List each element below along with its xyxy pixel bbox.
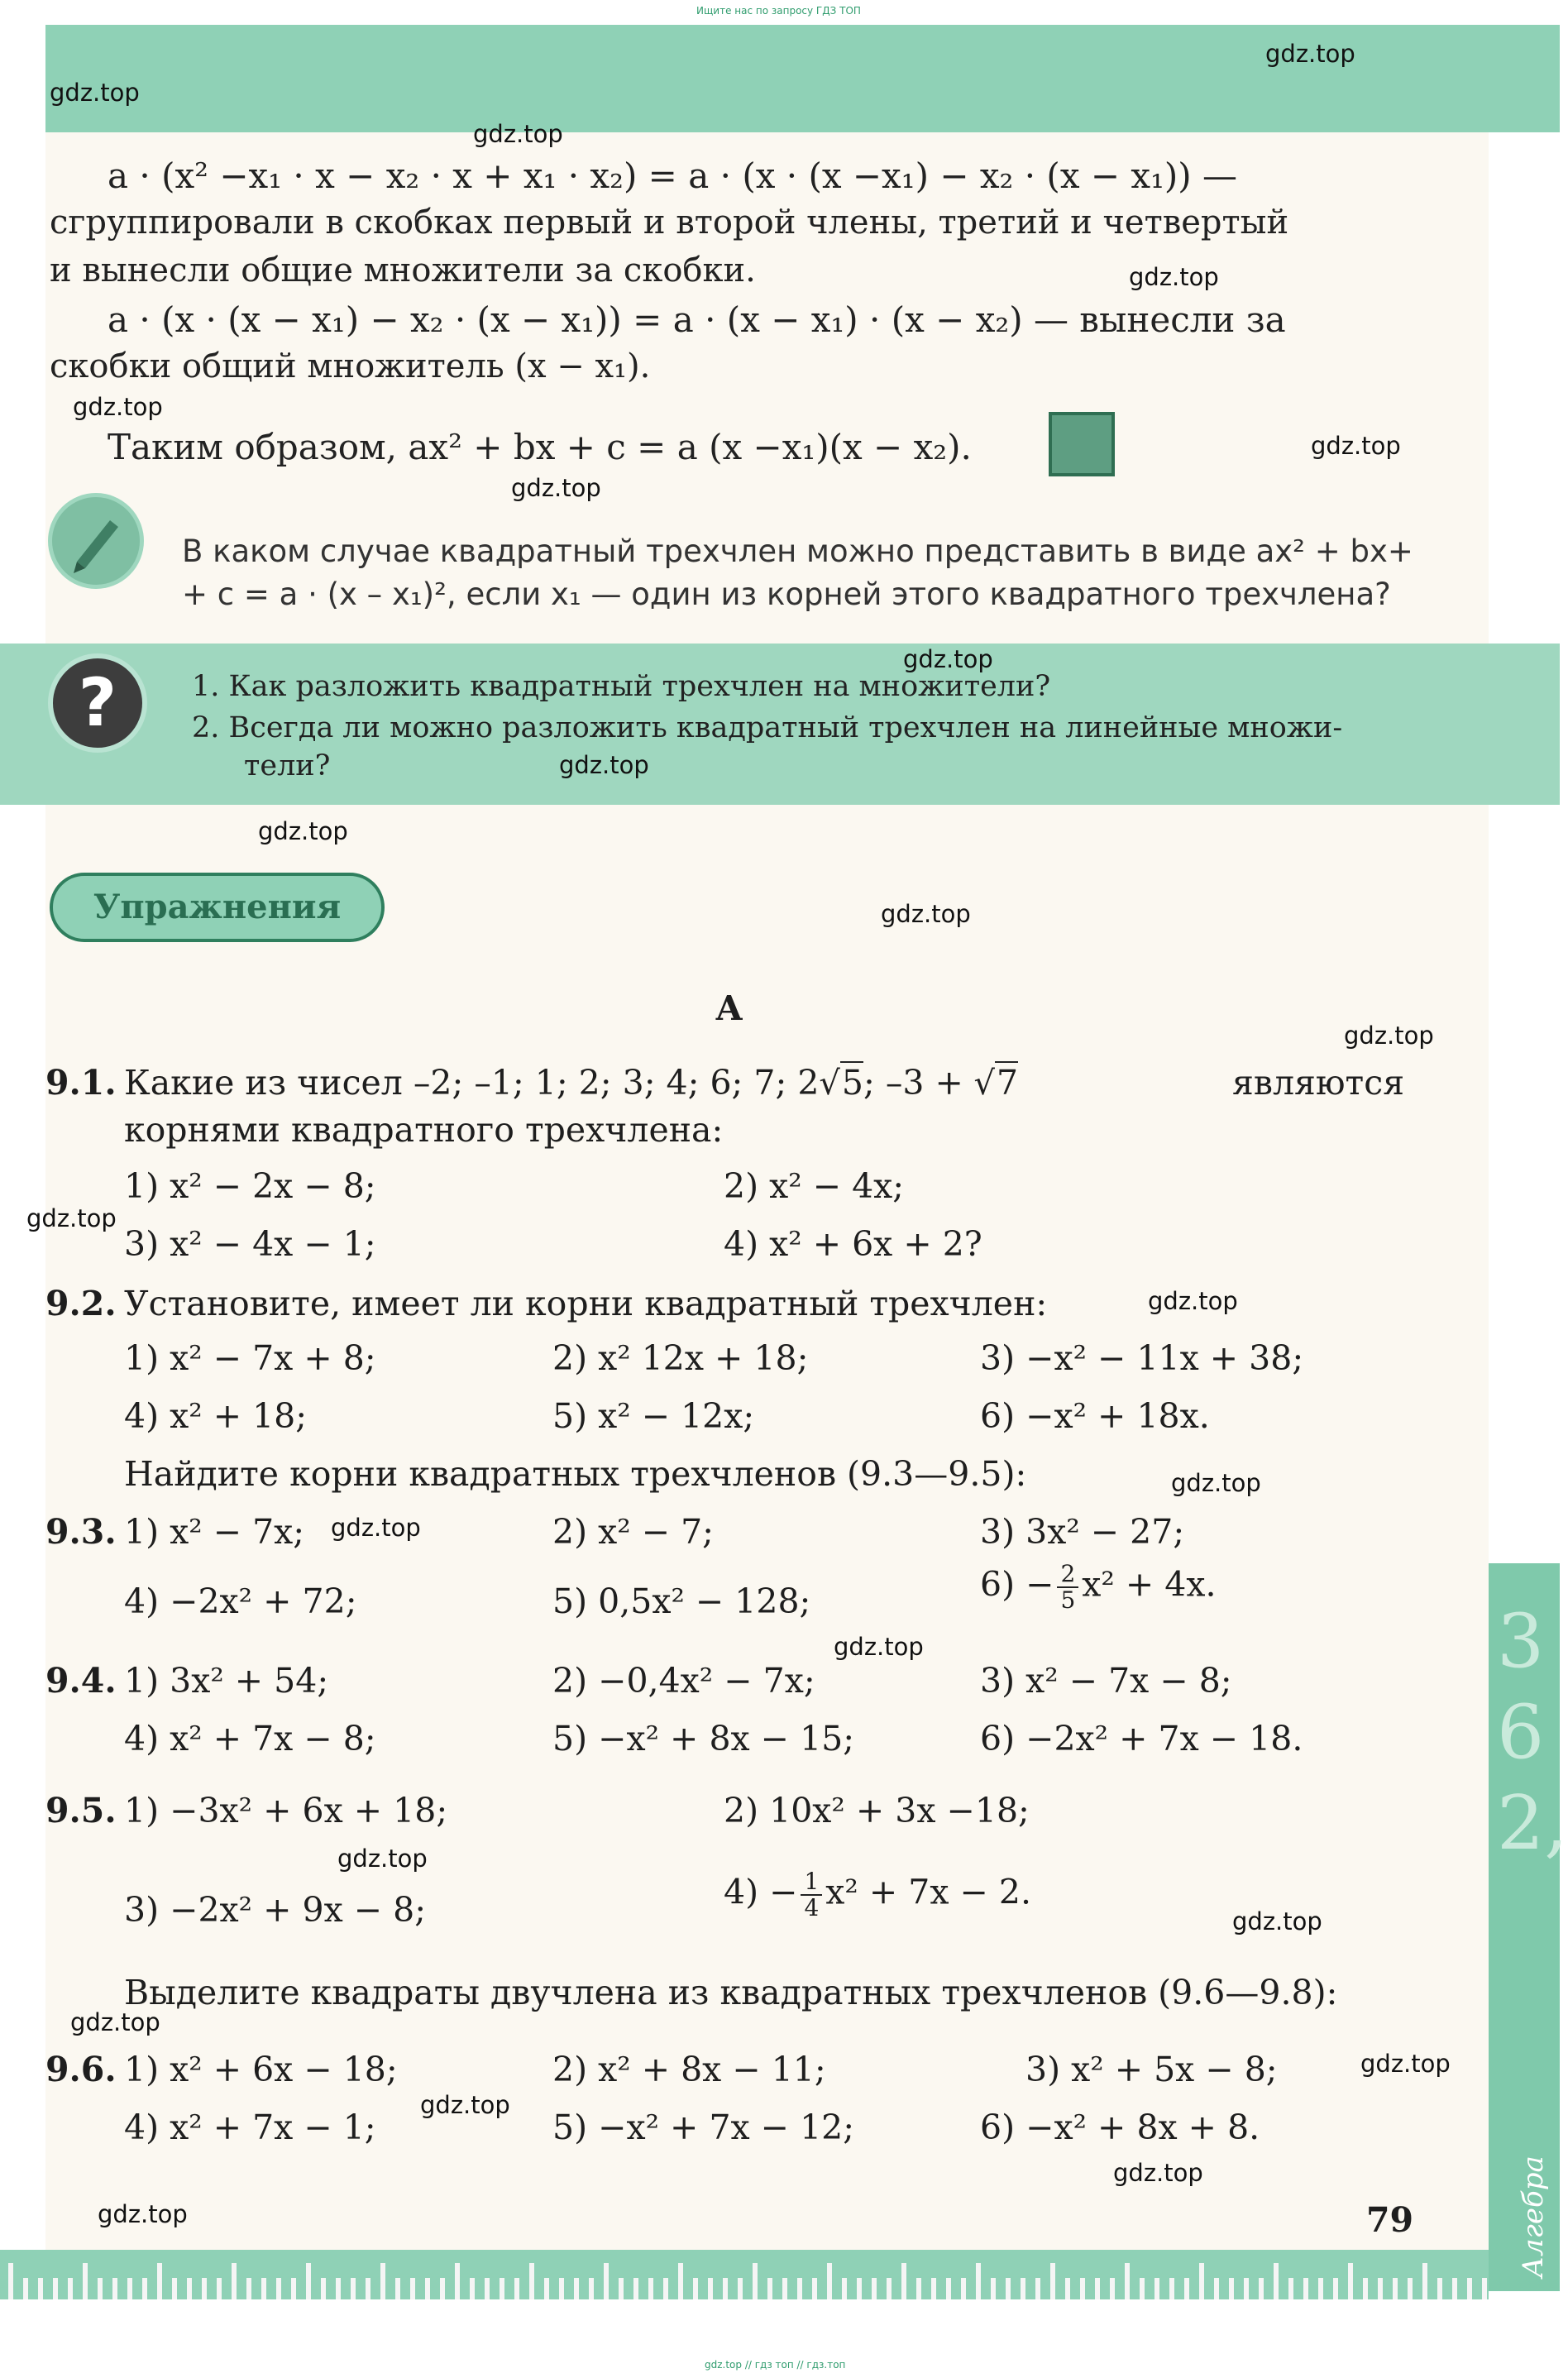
answer-item-fraction: 4) − $\frac{1}{4}$ x² + 7x − 2.	[724, 1868, 1032, 1921]
page-number: 79	[1366, 2200, 1414, 2240]
ruler-tick	[98, 2278, 103, 2299]
ruler-tick	[83, 2263, 88, 2299]
watermark: gdz.top	[1344, 1022, 1434, 1050]
watermark: gdz.top	[903, 645, 993, 673]
watermark: gdz.top	[559, 751, 649, 779]
answer-item: 3) 3x² − 27;	[980, 1512, 1185, 1552]
watermark: gdz.top	[73, 393, 163, 421]
answer-item: 5) −x² + 7x − 12;	[552, 2108, 855, 2147]
watermark: gdz.top	[1171, 1469, 1261, 1497]
answer-item: 4) x² + 18;	[124, 1396, 308, 1436]
watermark: gdz.top	[834, 1633, 924, 1661]
watermark: gdz.top	[511, 474, 601, 502]
exercise-9-1-text-2: корнями квадратного трехчлена:	[124, 1110, 724, 1150]
ruler-tick	[351, 2278, 356, 2299]
watermark: gdz.top	[331, 1514, 421, 1542]
ruler-tick	[366, 2278, 370, 2299]
ruler-tick	[1110, 2278, 1115, 2299]
watermark: gdz.top	[1129, 263, 1219, 291]
ruler-tick	[857, 2278, 862, 2299]
side-tab: 3 6 2, Алгебра	[1489, 1563, 1560, 2291]
exercise-number: 9.5.	[45, 1791, 117, 1830]
watermark: gdz.top	[337, 1845, 428, 1873]
ruler-tick	[1437, 2278, 1442, 2299]
ruler-tick	[1035, 2278, 1040, 2299]
ruler-tick	[53, 2278, 58, 2299]
ruler-tick	[1021, 2278, 1025, 2299]
ruler-tick	[961, 2278, 966, 2299]
ruler-tick	[380, 2263, 385, 2299]
answer-item: 3) x² + 5x − 8;	[1025, 2050, 1278, 2089]
ruler-tick	[827, 2263, 832, 2299]
ruler-tick	[276, 2278, 281, 2299]
ruler-tick	[217, 2278, 222, 2299]
ruler-tick	[172, 2278, 177, 2299]
ruler-tick	[1244, 2278, 1249, 2299]
ruler-tick	[604, 2263, 609, 2299]
think-question-line-2: + c = a · (x – x₁)², если x₁ — один из корней этого квадратного трехчлена?	[182, 577, 1391, 612]
exercise-number: 9.6.	[45, 2050, 117, 2089]
ruler-tick	[500, 2278, 504, 2299]
answer-item: 4) x² + 6x + 2?	[724, 1224, 982, 1264]
ruler-tick	[574, 2278, 579, 2299]
derivation-line-5: скобки общий множитель (x − x₁).	[50, 347, 651, 385]
ruler-tick	[1378, 2278, 1383, 2299]
ruler-tick	[321, 2278, 326, 2299]
ruler-tick	[246, 2278, 251, 2299]
exercise-number: 9.4.	[45, 1661, 117, 1701]
derivation-line-3: и вынесли общие множители за скобки.	[50, 251, 756, 289]
derivation-line-2: сгруппировали в скобках первый и второй члены, третий и четвертый	[50, 203, 1289, 242]
exercise-number: 9.2.	[45, 1284, 117, 1323]
ruler-tick	[1408, 2278, 1413, 2299]
ruler-tick	[559, 2278, 564, 2299]
ruler-tick	[946, 2278, 951, 2299]
exercise-number: 9.3.	[45, 1512, 117, 1552]
conclusion: Таким образом, ax² + bx + c = a (x −x₁)(x − x₂).	[108, 427, 972, 467]
answer-item: 6) −x² + 8x + 8.	[980, 2108, 1260, 2147]
ruler-tick	[410, 2278, 415, 2299]
pencil-icon	[48, 493, 144, 589]
ruler-tick	[336, 2278, 341, 2299]
ruler-tick	[1050, 2263, 1055, 2299]
ruler-tick	[931, 2278, 936, 2299]
ruler-tick	[619, 2278, 624, 2299]
ruler-tick	[723, 2278, 728, 2299]
ruler-tick	[1348, 2263, 1353, 2299]
ruler-tick	[1095, 2278, 1100, 2299]
answer-item: 3) x² − 4x − 1;	[124, 1224, 376, 1264]
watermark: gdz.top	[1265, 40, 1355, 68]
exercise-9-2-text: Установите, имеет ли корни квадратный трехчлен:	[124, 1284, 1048, 1323]
ruler-tick	[1288, 2278, 1293, 2299]
watermark: gdz.top	[70, 2008, 160, 2036]
side-tab-label: Алгебра	[1516, 2156, 1550, 2278]
header-note: Ищите нас по запросу ГДЗ ТОП	[696, 5, 861, 17]
ruler-tick	[38, 2278, 43, 2299]
ruler-tick	[306, 2263, 311, 2299]
watermark: gdz.top	[473, 120, 563, 148]
ruler-tick	[901, 2263, 906, 2299]
answer-item: 2) x² − 7;	[552, 1512, 714, 1552]
ruler-tick	[1169, 2278, 1174, 2299]
ruler-tick	[842, 2278, 847, 2299]
ruler-tick	[1363, 2278, 1368, 2299]
ruler-decoration	[0, 2250, 1489, 2299]
ruler-tick	[1184, 2278, 1189, 2299]
answer-item: 2) 10x² + 3x −18;	[724, 1791, 1030, 1830]
ruler-tick	[440, 2278, 445, 2299]
ruler-tick	[1154, 2278, 1159, 2299]
answer-item: 6) −x² + 18x.	[980, 1396, 1210, 1436]
ruler-tick	[1393, 2278, 1398, 2299]
end-of-proof-square	[1049, 412, 1115, 476]
ruler-tick	[1259, 2278, 1264, 2299]
watermark: gdz.top	[1360, 2050, 1451, 2078]
answer-item: 5) 0,5x² − 128;	[552, 1581, 811, 1621]
exercise-number: 9.1.	[45, 1063, 117, 1103]
watermark: gdz.top	[1148, 1287, 1238, 1315]
answer-item: 4) −2x² + 72;	[124, 1581, 357, 1621]
ruler-tick	[142, 2278, 147, 2299]
ruler-tick	[633, 2278, 638, 2299]
ruler-tick	[425, 2278, 430, 2299]
ruler-tick	[1422, 2263, 1427, 2299]
ruler-tick	[157, 2263, 162, 2299]
ruler-tick	[1452, 2278, 1457, 2299]
ruler-tick	[261, 2278, 266, 2299]
ruler-tick	[648, 2278, 653, 2299]
ruler-tick	[589, 2278, 594, 2299]
watermark: gdz.top	[881, 900, 971, 928]
answer-item: 4) x² + 7x − 8;	[124, 1719, 376, 1758]
ruler-tick	[1125, 2263, 1130, 2299]
ruler-tick	[112, 2278, 117, 2299]
think-question-line-1: В каком случае квадратный трехчлен можно представить в виде ax² + bx+	[182, 533, 1413, 569]
ruler-tick	[202, 2278, 207, 2299]
answer-item: 1) x² − 7x + 8;	[124, 1338, 376, 1378]
review-question-2-cont: тели?	[244, 749, 331, 782]
answer-item: 2) −0,4x² − 7x;	[552, 1661, 815, 1701]
ruler-tick	[887, 2278, 892, 2299]
ruler-tick	[872, 2278, 877, 2299]
ruler-tick	[753, 2263, 758, 2299]
ruler-tick	[663, 2278, 668, 2299]
derivation-line-4: a · (x · (x − x₁) − x₂ · (x − x₁)) = a · (x − x₁) · (x − x₂) — вынесли за	[108, 299, 1286, 340]
answer-item: 1) x² + 6x − 18;	[124, 2050, 398, 2089]
ruler-tick	[291, 2278, 296, 2299]
review-question-2: 2. Всегда ли можно разложить квадратный трехчлен на линейные множи-	[192, 711, 1343, 744]
ruler-tick	[1318, 2278, 1323, 2299]
ruler-tick	[797, 2278, 802, 2299]
ruler-tick	[1199, 2263, 1204, 2299]
ruler-tick	[1229, 2278, 1234, 2299]
answer-item: 1) 3x² + 54;	[124, 1661, 329, 1701]
exercises-heading: Упражнения	[50, 873, 385, 942]
answer-item: 1) x² − 2x − 8;	[124, 1166, 376, 1206]
ruler-tick	[23, 2278, 28, 2299]
answer-item: 4) x² + 7x − 1;	[124, 2108, 376, 2147]
ruler-tick	[8, 2263, 13, 2299]
ruler-tick	[127, 2278, 132, 2299]
ruler-tick	[485, 2278, 490, 2299]
answer-item: 1) x² − 7x;	[124, 1512, 305, 1552]
answer-item: 2) x² 12x + 18;	[552, 1338, 809, 1378]
instruction-find-roots: Найдите корни квадратных трехчленов (9.3—9.5):	[124, 1454, 1027, 1494]
ruler-tick	[738, 2278, 743, 2299]
ruler-tick	[678, 2263, 683, 2299]
exercise-9-1-text-end: являются	[1232, 1063, 1405, 1103]
ruler-tick	[916, 2278, 921, 2299]
ruler-tick	[1006, 2278, 1011, 2299]
ruler-tick	[782, 2278, 787, 2299]
watermark: gdz.top	[258, 817, 348, 845]
question-mark-icon: ?	[48, 653, 147, 753]
ruler-tick	[991, 2278, 996, 2299]
watermark: gdz.top	[1232, 1907, 1322, 1935]
watermark: gdz.top	[1311, 432, 1401, 460]
answer-item: 1) −3x² + 6x + 18;	[124, 1791, 448, 1830]
ruler-tick	[395, 2278, 400, 2299]
ruler-tick	[232, 2263, 237, 2299]
ruler-tick	[812, 2278, 817, 2299]
ruler-tick	[514, 2278, 519, 2299]
derivation-line-1: a · (x² −x₁ · x − x₂ · x + x₁ · x₂) = a · (x · (x −x₁) − x₂ · (x − x₁)) —	[108, 156, 1238, 196]
footer-note: gdz.top // гдз топ // гдз.топ	[705, 2359, 846, 2371]
level-heading: А	[715, 988, 743, 1028]
ruler-tick	[767, 2278, 772, 2299]
watermark: gdz.top	[26, 1204, 117, 1232]
ruler-tick	[470, 2278, 475, 2299]
answer-item: 5) −x² + 8x − 15;	[552, 1719, 855, 1758]
ruler-tick	[187, 2278, 192, 2299]
ruler-tick	[1065, 2278, 1070, 2299]
answer-item: 2) x² − 4x;	[724, 1166, 905, 1206]
ruler-tick	[1140, 2278, 1145, 2299]
answer-item: 3) x² − 7x − 8;	[980, 1661, 1232, 1701]
ruler-tick	[1274, 2263, 1279, 2299]
ruler-tick	[1467, 2278, 1472, 2299]
instruction-complete-square: Выделите квадраты двучлена из квадратных трехчленов (9.6—9.8):	[124, 1973, 1338, 2012]
answer-item: 6) −2x² + 7x − 18.	[980, 1719, 1303, 1758]
watermark: gdz.top	[420, 2091, 510, 2119]
ruler-tick	[976, 2263, 981, 2299]
exercise-9-1-text: Какие из чисел –2; –1; 1; 2; 3; 4; 6; 7; 2√5; –3 + √7	[124, 1063, 1019, 1103]
answer-item: 3) −x² − 11x + 38;	[980, 1338, 1304, 1378]
watermark: gdz.top	[50, 79, 140, 107]
review-question-1: 1. Как разложить квадратный трехчлен на множители?	[192, 670, 1051, 703]
ruler-tick	[68, 2278, 73, 2299]
ruler-tick	[544, 2278, 549, 2299]
ruler-tick	[1333, 2278, 1338, 2299]
answer-item-fraction: 6) − $\frac{2}{5}$ x² + 4x.	[980, 1560, 1217, 1614]
ruler-tick	[1214, 2278, 1219, 2299]
ruler-tick	[1303, 2278, 1308, 2299]
ruler-tick	[455, 2263, 460, 2299]
ruler-tick	[1080, 2278, 1085, 2299]
watermark: gdz.top	[98, 2200, 188, 2228]
ruler-tick	[529, 2263, 534, 2299]
watermark: gdz.top	[1113, 2159, 1203, 2187]
answer-item: 5) x² − 12x;	[552, 1396, 755, 1436]
ruler-tick	[1482, 2278, 1487, 2299]
ruler-tick	[708, 2278, 713, 2299]
ruler-tick	[693, 2278, 698, 2299]
answer-item: 2) x² + 8x − 11;	[552, 2050, 826, 2089]
answer-item: 3) −2x² + 9x − 8;	[124, 1890, 427, 1930]
